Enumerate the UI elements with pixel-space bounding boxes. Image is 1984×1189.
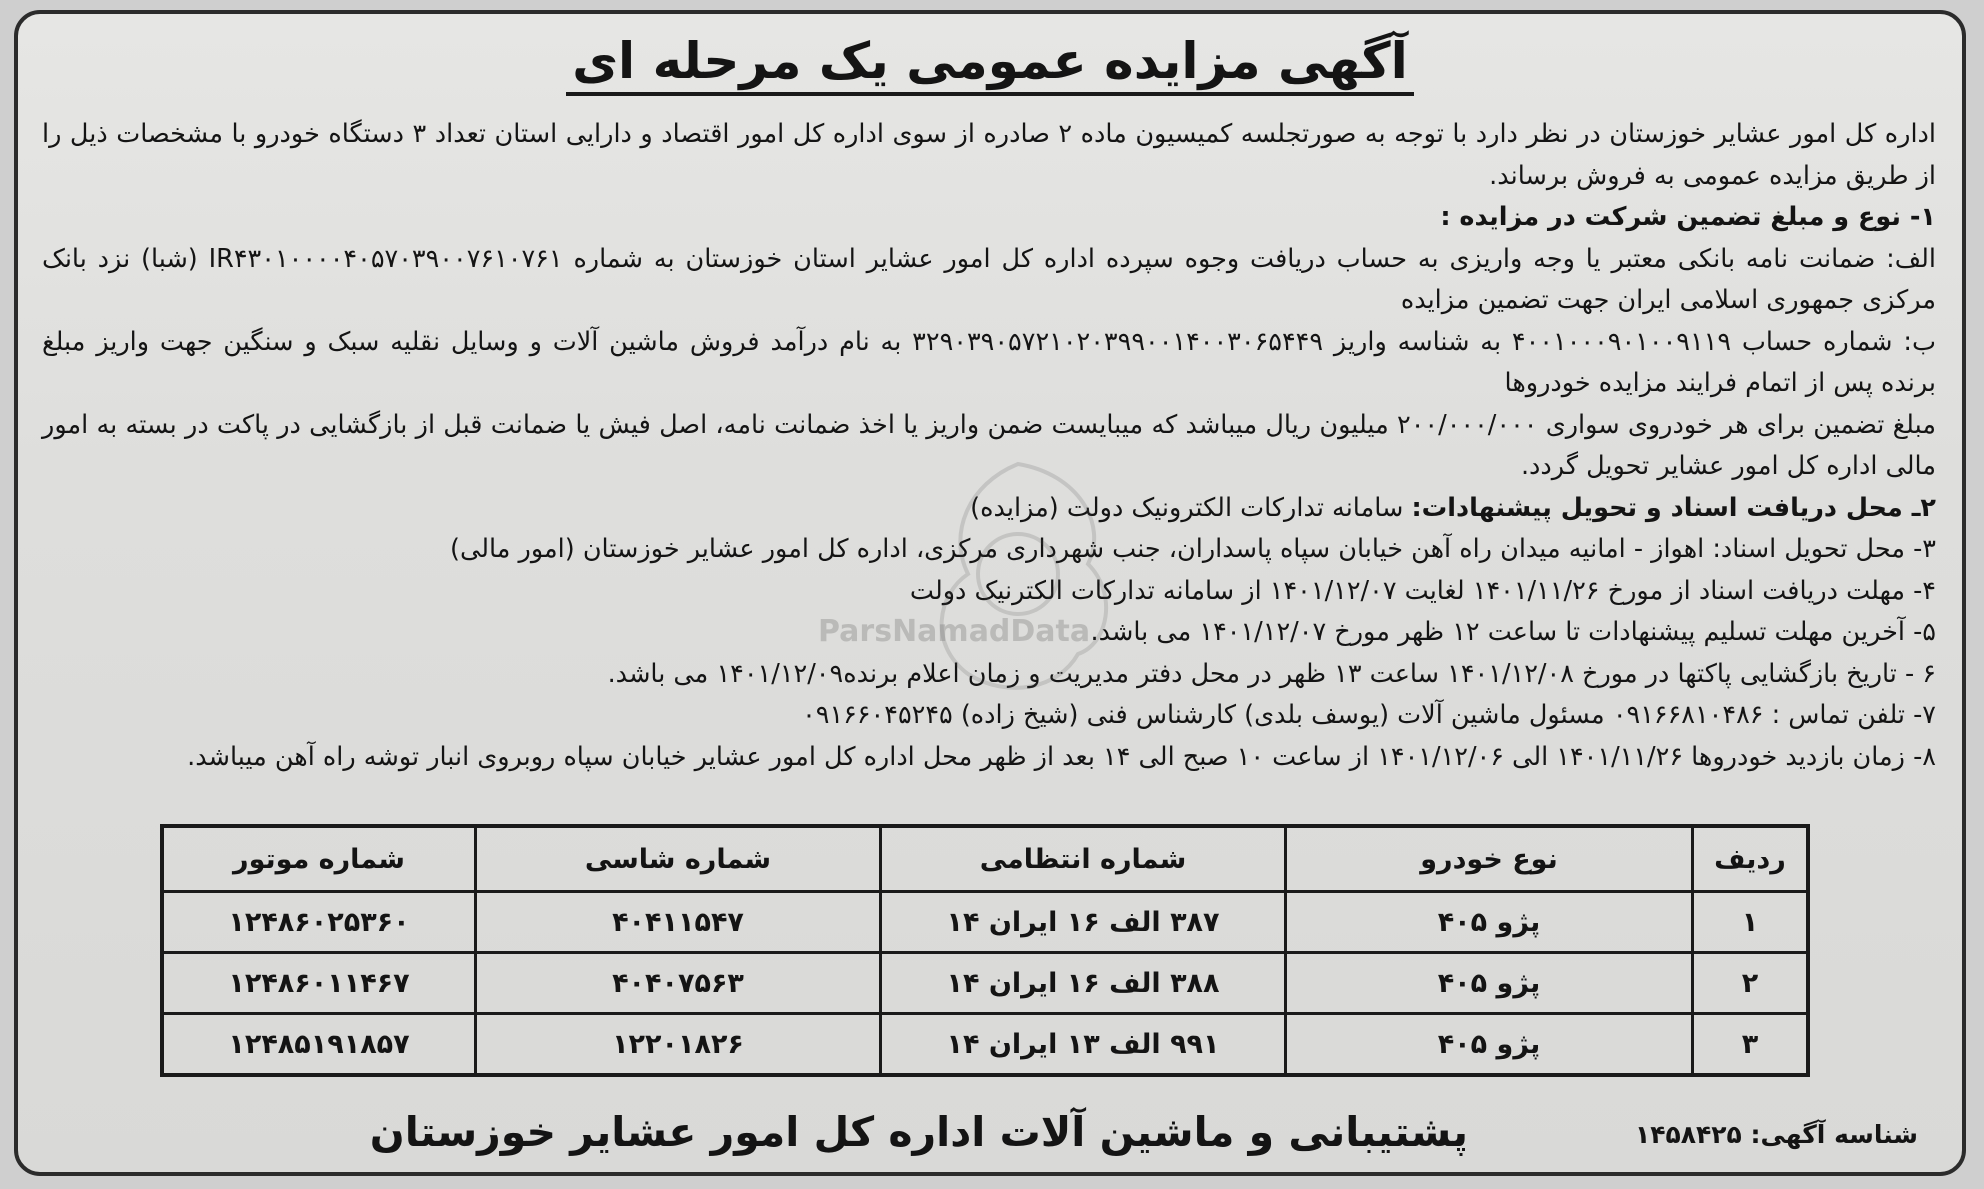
header-vehicle-type: نوع خودرو [1286, 826, 1693, 892]
watermark-text: ParsNamadData [818, 614, 1091, 649]
issuing-organization: پشتیبانی و ماشین آلات اداره کل امور عشایر خوزستان [369, 1108, 1468, 1156]
cell-vehicle-type: پژو ۴۰۵ [1286, 892, 1693, 953]
section-1-amount: مبلغ تضمین برای هر خودروی سواری ۲۰۰/۰۰۰/۰۰۰ میلیون ریال میباشد که میبایست ضمن واریز یا اخذ ضمانت نامه، اصل فیش یا ضمانت قبل از بازگشایی در پاکت در بسته به امور مالی اداره کل امور عشایر تحویل گردد. [42, 409, 1936, 481]
section-8: ۸- زمان بازدید خودروها ۱۴۰۱/۱۱/۲۶ الی ۱۴۰۱/۱۲/۰۶ از ساعت ۱۰ صبح الی ۱۴ بعد از ظهر محل اداره کل امور عشایر خیابان سپاه روبروی انبار توشه راه آهن میباشد. [187, 741, 1936, 772]
table-row [162, 1014, 1808, 1076]
ad-id-label: شناسه آگهی: [1750, 1120, 1918, 1149]
cell-plate-number: ۹۹۱ الف ۱۳ ایران ۱۴ [881, 1014, 1286, 1076]
section-1-heading: ۱- نوع و مبلغ تضمین شرکت در مزایده : [1440, 202, 1936, 232]
cell-chassis-number: ۴۰۴۰۷۵۶۳ [476, 953, 881, 1014]
vehicles-table [160, 824, 1810, 1077]
cell-vehicle-type: پژو ۴۰۵ [1286, 1014, 1693, 1076]
section-1-a: الف: ضمانت نامه بانکی معتبر یا وجه واریزی به حساب دریافت وجوه سپرده اداره کل امور عشایر استان خوزستان به شماره IR۴۳۰۱۰۰۰۰۴۰۵۷۰۳۹۰۰۷۶۱۰۷۶۱ (شبا) نزد بانک مرکزی جمهوری اسلامی ایران جهت تضمین مزایده [42, 243, 1936, 315]
cell-engine-number: ۱۲۴۸۵۱۹۱۸۵۷ [162, 1014, 476, 1076]
header-row-number: ردیف [1693, 826, 1809, 892]
section-4: ۴- مهلت دریافت اسناد از مورخ ۱۴۰۱/۱۱/۲۶ لغایت ۱۴۰۱/۱۲/۰۷ از سامانه تدارکات الکترنیک دولت [909, 575, 1936, 606]
cell-row-number: ۲ [1693, 953, 1809, 1014]
intro-paragraph: اداره کل امور عشایر خوزستان در نظر دارد با توجه به صورتجلسه کمیسیون ماده ۲ صادره از سوی اداره کل امور اقتصاد و دارایی استان تعداد ۳ دستگاه خودرو با مشخصات ذیل را از طریق مزایده عمومی به فروش برساند. [42, 119, 1936, 191]
cell-engine-number: ۱۲۴۸۶۰۲۵۳۶۰ [162, 892, 476, 953]
cell-plate-number: ۳۸۸ الف ۱۶ ایران ۱۴ [881, 953, 1286, 1014]
section-2-text: سامانه تدارکات الکترونیک دولت (مزایده) [970, 492, 1412, 523]
header-chassis-number: شماره شاسی [476, 826, 881, 892]
cell-plate-number: ۳۸۷ الف ۱۶ ایران ۱۴ [881, 892, 1286, 953]
cell-chassis-number: ۴۰۴۱۱۵۴۷ [476, 892, 881, 953]
section-2-heading: ۲ـ محل دریافت اسناد و تحویل پیشنهادات: [1411, 492, 1936, 523]
header-plate-number: شماره انتظامی [881, 826, 1286, 892]
section-1-b: ب: شماره حساب ۴۰۰۱۰۰۰۹۰۱۰۰۹۱۱۹ به شناسه واریز ۳۲۹۰۳۹۰۵۷۲۱۰۲۰۳۹۹۰۰۱۴۰۰۳۰۶۵۴۴۹ به نام درآمد فروش ماشین آلات و وسایل نقلیه سبک و سنگین جهت واریز مبلغ برنده پس از اتمام فرایند مزایده خودروها [42, 326, 1936, 398]
cell-row-number: ۳ [1693, 1014, 1809, 1076]
advertisement-page [14, 10, 1966, 1176]
header-engine-number: شماره موتور [162, 826, 476, 892]
ad-title [18, 32, 1962, 90]
cell-vehicle-type: پژو ۴۰۵ [1286, 953, 1693, 1014]
section-6: ۶ - تاریخ بازگشایی پاکتها در مورخ ۱۴۰۱/۱۲/۰۸ ساعت ۱۳ ظهر در محل دفتر مدیریت و زمان اعلام برنده۱۴۰۱/۱۲/۰۹ می باشد. [607, 658, 1936, 689]
table-row [162, 953, 1808, 1014]
watermark-emblem-icon [818, 444, 1218, 704]
ad-id [1635, 1120, 1918, 1149]
cell-row-number: ۱ [1693, 892, 1809, 953]
ad-id-value: ۱۴۵۸۴۲۵ [1634, 1120, 1742, 1149]
section-7: ۷- تلفن تماس : ۰۹۱۶۶۸۱۰۴۸۶ مسئول ماشین آلات (یوسف بلدی) کارشناس فنی (شیخ زاده) ۰۹۱۶۶۰۴۵۲۴۵ [802, 700, 1936, 730]
section-5: ۵- آخرین مهلت تسلیم پیشنهادات تا ساعت ۱۲ ظهر مورخ ۱۴۰۱/۱۲/۰۷ می باشد. [1090, 617, 1936, 647]
cell-engine-number: ۱۲۴۸۶۰۱۱۴۶۷ [162, 953, 476, 1014]
cell-chassis-number: ۱۲۲۰۱۸۲۶ [476, 1014, 881, 1076]
table-row [162, 892, 1808, 953]
ad-title-text: آگهی مزایده عمومی یک مرحله ای [566, 32, 1414, 96]
table-header-row [162, 826, 1808, 892]
section-3: ۳- محل تحویل اسناد: اهواز - امانیه میدان راه آهن خیابان سپاه پاسداران، جنب شهرداری مرکزی، اداره کل امور عشایر خوزستان (امور مالی) [450, 534, 1936, 564]
